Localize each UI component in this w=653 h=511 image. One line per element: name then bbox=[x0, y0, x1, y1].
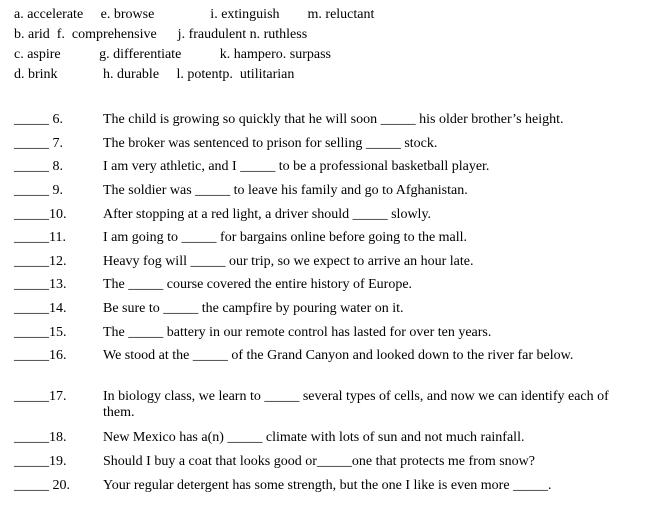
question-number: _____10. bbox=[14, 207, 67, 222]
question-number: _____ 20. bbox=[14, 478, 70, 493]
question-text: Be sure to _____ the campfire by pouring water on it. bbox=[103, 301, 404, 316]
question-text: We stood at the _____ of the Grand Canyon and looked down to the river far below. bbox=[103, 348, 574, 363]
question-text: The broker was sentenced to prison for selling _____ stock. bbox=[103, 136, 438, 151]
question-number: _____18. bbox=[14, 430, 67, 445]
word-bank-line-3: c. aspire g. differentiate k. hampero. surpass bbox=[14, 47, 331, 62]
question-number: _____14. bbox=[14, 301, 67, 316]
question-text: Should I buy a coat that looks good or_____one that protects me from snow? bbox=[103, 454, 535, 469]
question-number: _____13. bbox=[14, 277, 67, 292]
question-number: _____ 9. bbox=[14, 183, 63, 198]
question-number: _____19. bbox=[14, 454, 67, 469]
question-number: _____12. bbox=[14, 254, 67, 269]
question-text: Your regular detergent has some strength, but the one I like is even more _____. bbox=[103, 478, 552, 493]
question-text: New Mexico has a(n) _____ climate with lots of sun and not much rainfall. bbox=[103, 430, 525, 445]
question-text: The _____ battery in our remote control has lasted for over ten years. bbox=[103, 325, 492, 340]
question-text: The child is growing so quickly that he will soon _____ his older brother’s height. bbox=[103, 112, 564, 127]
question-number: _____ 7. bbox=[14, 136, 63, 151]
question-number: _____16. bbox=[14, 348, 67, 363]
question-number: _____ 8. bbox=[14, 159, 63, 174]
word-bank-line-1: a. accelerate e. browse i. extinguish m. reluctant bbox=[14, 7, 375, 22]
word-bank-line-2: b. arid f. comprehensive j. fraudulent n. ruthless bbox=[14, 27, 308, 42]
question-text: The _____ course covered the entire history of Europe. bbox=[103, 277, 413, 292]
word-bank-line-4: d. brink h. durable l. potentp. utilitarian bbox=[14, 67, 295, 82]
question-text: After stopping at a red light, a driver should _____ slowly. bbox=[103, 207, 432, 222]
question-number: _____11. bbox=[14, 230, 66, 245]
question-text: In biology class, we learn to _____ several types of cells, and now we can identify each of them. bbox=[103, 389, 609, 420]
question-text: The soldier was _____ to leave his family and go to Afghanistan. bbox=[103, 183, 468, 198]
question-number: _____15. bbox=[14, 325, 67, 340]
question-number: _____17. bbox=[14, 389, 67, 404]
question-text: I am going to _____ for bargains online before going to the mall. bbox=[103, 230, 468, 245]
question-number: _____ 6. bbox=[14, 112, 63, 127]
question-text: Heavy fog will _____ our trip, so we expect to arrive an hour late. bbox=[103, 254, 474, 269]
question-text: I am very athletic, and I _____ to be a professional basketball player. bbox=[103, 159, 490, 174]
